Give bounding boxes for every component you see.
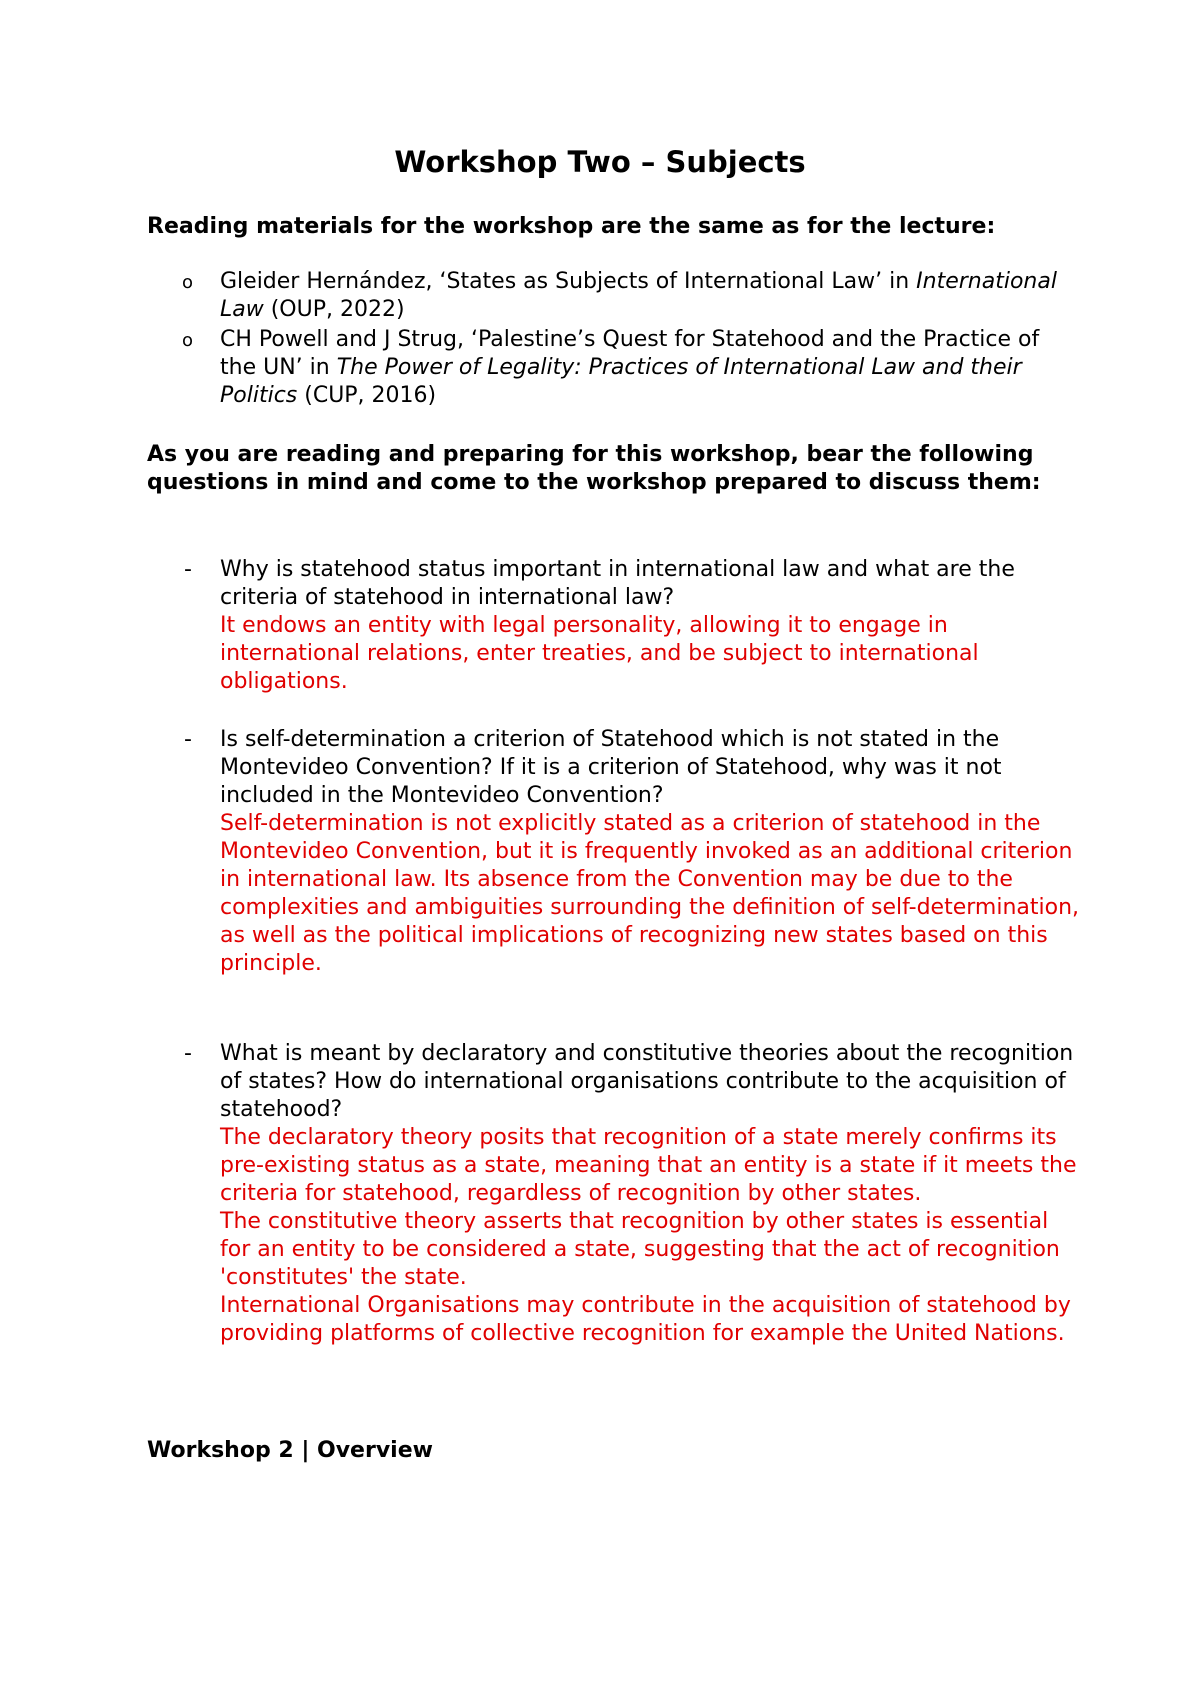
reference-text: CH Powell and J Strug, ‘Palestine’s Quest for Statehood and the Practice of the UN’ in: [220, 327, 1040, 380]
question-text: What is meant by declaratory and constitutive theories about the recognition of states? How do international organisations contribute to the acquisition of statehood?: [220, 1041, 1074, 1122]
question-item-2: [220, 726, 1080, 978]
reference-bullet-marker: o: [182, 272, 194, 293]
reference-bullet-marker: o: [182, 330, 194, 351]
answer-text-constitutive: The constitutive theory asserts that recognition by other states is essential for an entity to be considered a state, suggesting that the act of recognition 'constitutes' the state.: [220, 1209, 1060, 1290]
reading-materials-heading: Reading materials for the workshop are the same as for the lecture:: [147, 214, 996, 239]
answer-text: It endows an entity with legal personality, allowing it to engage in international relations, enter treaties, and be subject to international obligations.: [220, 613, 979, 694]
answer-text-organisations: International Organisations may contribute in the acquisition of statehood by providing platforms of collective recognition for example the United Nations.: [220, 1293, 1071, 1346]
question-text: Is self-determination a criterion of Statehood which is not stated in the Montevideo Convention? If it is a criterion of Statehood, why was it not included in the Montevideo Convention?: [220, 727, 1002, 808]
reading-reference-1: [220, 268, 1080, 324]
reference-publisher: (OUP, 2022): [263, 297, 405, 322]
preparation-heading: As you are reading and preparing for this workshop, bear the following questions in mind and come to the workshop prepared to discuss them:: [147, 442, 1041, 495]
question-bullet-dash: -: [184, 727, 192, 752]
overview-heading: Workshop 2 | Overview: [147, 1438, 433, 1463]
reference-book-title: The Power of Legality: Practices of International Law and their Politics: [220, 355, 1022, 408]
question-text: Why is statehood status important in international law and what are the criteria of statehood in international law?: [220, 557, 1015, 610]
question-item-1: [220, 556, 1080, 696]
reference-publisher: (CUP, 2016): [297, 383, 437, 408]
question-item-3: [220, 1040, 1080, 1348]
answer-text-declaratory: The declaratory theory posits that recognition of a state merely confirms its pre-existing status as a state, meaning that an entity is a state if it meets the criteria for statehood, regardless of recognition by other states.: [220, 1125, 1077, 1206]
answer-text: Self-determination is not explicitly stated as a criterion of statehood in the Montevideo Convention, but it is frequently invoked as an additional criterion in international law. Its absence from the Convention may be due to the complexities and ambiguities surrounding the definition of self-determination, as well as the political implications of recognizing new states based on this principle.: [220, 811, 1079, 976]
reading-reference-2: [220, 326, 1080, 410]
document-title: Workshop Two – Subjects: [394, 145, 806, 179]
question-bullet-dash: -: [184, 1041, 192, 1066]
question-bullet-dash: -: [184, 557, 192, 582]
reference-book-title: International Law: [220, 269, 1057, 322]
reference-text: Gleider Hernández, ‘States as Subjects of International Law’ in: [220, 269, 917, 294]
